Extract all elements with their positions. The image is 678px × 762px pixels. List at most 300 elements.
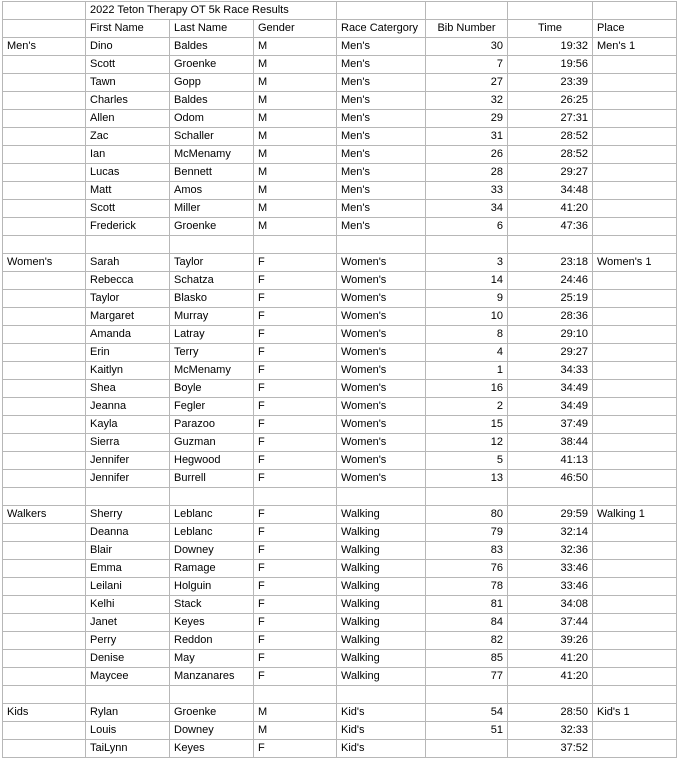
last-name-cell[interactable]: Blasko bbox=[170, 290, 254, 308]
time-cell[interactable]: 37:44 bbox=[508, 614, 593, 632]
last-name-cell[interactable]: Groenke bbox=[170, 56, 254, 74]
group-cell[interactable]: Men's bbox=[3, 38, 86, 56]
race-category-cell[interactable]: Women's bbox=[337, 452, 426, 470]
last-name-cell[interactable]: Amos bbox=[170, 182, 254, 200]
bib-number-cell[interactable]: 5 bbox=[426, 452, 508, 470]
time-cell[interactable]: 34:48 bbox=[508, 182, 593, 200]
last-name-cell[interactable]: Burrell bbox=[170, 470, 254, 488]
first-name-cell[interactable]: Perry bbox=[86, 632, 170, 650]
first-name-cell[interactable]: Ian bbox=[86, 146, 170, 164]
gender-cell[interactable]: F bbox=[254, 524, 337, 542]
time-cell[interactable]: 41:13 bbox=[508, 452, 593, 470]
header-place[interactable]: Place bbox=[593, 20, 677, 38]
gender-cell[interactable]: F bbox=[254, 542, 337, 560]
place-cell[interactable] bbox=[593, 344, 677, 362]
first-name-cell[interactable]: Jennifer bbox=[86, 452, 170, 470]
sheet-title[interactable]: 2022 Teton Therapy OT 5k Race Results bbox=[86, 2, 337, 20]
bib-number-cell[interactable]: 10 bbox=[426, 308, 508, 326]
first-name-cell[interactable]: Jeanna bbox=[86, 398, 170, 416]
gender-cell[interactable]: F bbox=[254, 596, 337, 614]
last-name-cell[interactable]: Murray bbox=[170, 308, 254, 326]
gender-cell[interactable]: F bbox=[254, 380, 337, 398]
last-name-cell[interactable]: Hegwood bbox=[170, 452, 254, 470]
place-cell[interactable] bbox=[593, 560, 677, 578]
header-first-name[interactable]: First Name bbox=[86, 20, 170, 38]
bib-number-cell[interactable]: 8 bbox=[426, 326, 508, 344]
bib-number-cell[interactable]: 16 bbox=[426, 380, 508, 398]
race-category-cell[interactable]: Women's bbox=[337, 380, 426, 398]
last-name-cell[interactable]: Boyle bbox=[170, 380, 254, 398]
group-cell[interactable] bbox=[3, 92, 86, 110]
last-name-cell[interactable] bbox=[170, 236, 254, 254]
gender-cell[interactable]: F bbox=[254, 398, 337, 416]
header-cell[interactable] bbox=[3, 20, 86, 38]
group-cell[interactable] bbox=[3, 452, 86, 470]
last-name-cell[interactable]: May bbox=[170, 650, 254, 668]
gender-cell[interactable] bbox=[254, 236, 337, 254]
bib-number-cell[interactable]: 77 bbox=[426, 668, 508, 686]
race-category-cell[interactable]: Men's bbox=[337, 182, 426, 200]
race-category-cell[interactable]: Women's bbox=[337, 326, 426, 344]
race-category-cell[interactable] bbox=[337, 236, 426, 254]
race-category-cell[interactable]: Men's bbox=[337, 164, 426, 182]
last-name-cell[interactable]: Miller bbox=[170, 200, 254, 218]
first-name-cell[interactable]: Leilani bbox=[86, 578, 170, 596]
gender-cell[interactable]: M bbox=[254, 92, 337, 110]
gender-cell[interactable]: F bbox=[254, 740, 337, 758]
bib-number-cell[interactable]: 4 bbox=[426, 344, 508, 362]
gender-cell[interactable]: M bbox=[254, 218, 337, 236]
place-cell[interactable] bbox=[593, 110, 677, 128]
bib-number-cell[interactable]: 84 bbox=[426, 614, 508, 632]
time-cell[interactable]: 39:26 bbox=[508, 632, 593, 650]
race-category-cell[interactable]: Walking bbox=[337, 614, 426, 632]
gender-cell[interactable]: F bbox=[254, 344, 337, 362]
group-cell[interactable] bbox=[3, 632, 86, 650]
time-cell[interactable]: 28:52 bbox=[508, 146, 593, 164]
time-cell[interactable]: 23:18 bbox=[508, 254, 593, 272]
place-cell[interactable] bbox=[593, 452, 677, 470]
gender-cell[interactable]: F bbox=[254, 578, 337, 596]
cell[interactable] bbox=[426, 2, 508, 20]
last-name-cell[interactable]: Stack bbox=[170, 596, 254, 614]
first-name-cell[interactable]: Erin bbox=[86, 344, 170, 362]
time-cell[interactable]: 37:49 bbox=[508, 416, 593, 434]
group-cell[interactable] bbox=[3, 344, 86, 362]
group-cell[interactable] bbox=[3, 740, 86, 758]
race-category-cell[interactable]: Walking bbox=[337, 596, 426, 614]
place-cell[interactable] bbox=[593, 596, 677, 614]
last-name-cell[interactable]: Reddon bbox=[170, 632, 254, 650]
gender-cell[interactable] bbox=[254, 686, 337, 704]
race-category-cell[interactable]: Women's bbox=[337, 254, 426, 272]
last-name-cell[interactable]: Latray bbox=[170, 326, 254, 344]
race-category-cell[interactable]: Men's bbox=[337, 200, 426, 218]
group-cell[interactable] bbox=[3, 560, 86, 578]
first-name-cell[interactable]: Rebecca bbox=[86, 272, 170, 290]
time-cell[interactable] bbox=[508, 686, 593, 704]
time-cell[interactable]: 23:39 bbox=[508, 74, 593, 92]
last-name-cell[interactable]: Downey bbox=[170, 542, 254, 560]
last-name-cell[interactable]: Schaller bbox=[170, 128, 254, 146]
time-cell[interactable]: 32:36 bbox=[508, 542, 593, 560]
place-cell[interactable] bbox=[593, 92, 677, 110]
race-category-cell[interactable]: Men's bbox=[337, 128, 426, 146]
time-cell[interactable]: 47:36 bbox=[508, 218, 593, 236]
group-cell[interactable] bbox=[3, 416, 86, 434]
gender-cell[interactable]: F bbox=[254, 254, 337, 272]
first-name-cell[interactable]: Lucas bbox=[86, 164, 170, 182]
cell[interactable] bbox=[593, 2, 677, 20]
first-name-cell[interactable]: Zac bbox=[86, 128, 170, 146]
gender-cell[interactable]: M bbox=[254, 56, 337, 74]
first-name-cell[interactable]: Tawn bbox=[86, 74, 170, 92]
race-category-cell[interactable] bbox=[337, 686, 426, 704]
group-cell[interactable] bbox=[3, 164, 86, 182]
last-name-cell[interactable]: Leblanc bbox=[170, 524, 254, 542]
place-cell[interactable] bbox=[593, 542, 677, 560]
last-name-cell[interactable]: Fegler bbox=[170, 398, 254, 416]
gender-cell[interactable]: F bbox=[254, 272, 337, 290]
bib-number-cell[interactable]: 2 bbox=[426, 398, 508, 416]
time-cell[interactable]: 29:59 bbox=[508, 506, 593, 524]
bib-number-cell[interactable]: 13 bbox=[426, 470, 508, 488]
time-cell[interactable]: 46:50 bbox=[508, 470, 593, 488]
race-category-cell[interactable]: Men's bbox=[337, 74, 426, 92]
bib-number-cell[interactable]: 83 bbox=[426, 542, 508, 560]
place-cell[interactable] bbox=[593, 200, 677, 218]
group-cell[interactable] bbox=[3, 326, 86, 344]
place-cell[interactable] bbox=[593, 740, 677, 758]
group-cell[interactable] bbox=[3, 308, 86, 326]
group-cell[interactable] bbox=[3, 272, 86, 290]
group-cell[interactable] bbox=[3, 182, 86, 200]
race-category-cell[interactable]: Walking bbox=[337, 524, 426, 542]
group-cell[interactable] bbox=[3, 146, 86, 164]
bib-number-cell[interactable]: 80 bbox=[426, 506, 508, 524]
bib-number-cell[interactable]: 6 bbox=[426, 218, 508, 236]
bib-number-cell[interactable]: 32 bbox=[426, 92, 508, 110]
race-category-cell[interactable] bbox=[337, 488, 426, 506]
group-cell[interactable] bbox=[3, 614, 86, 632]
first-name-cell[interactable]: Amanda bbox=[86, 326, 170, 344]
group-cell[interactable] bbox=[3, 488, 86, 506]
last-name-cell[interactable] bbox=[170, 488, 254, 506]
first-name-cell[interactable]: Margaret bbox=[86, 308, 170, 326]
gender-cell[interactable]: M bbox=[254, 110, 337, 128]
bib-number-cell[interactable]: 81 bbox=[426, 596, 508, 614]
first-name-cell[interactable]: Frederick bbox=[86, 218, 170, 236]
place-cell[interactable] bbox=[593, 650, 677, 668]
bib-number-cell[interactable] bbox=[426, 740, 508, 758]
gender-cell[interactable]: M bbox=[254, 704, 337, 722]
bib-number-cell[interactable] bbox=[426, 686, 508, 704]
last-name-cell[interactable]: Groenke bbox=[170, 218, 254, 236]
race-category-cell[interactable]: Women's bbox=[337, 308, 426, 326]
header-time[interactable]: Time bbox=[508, 20, 593, 38]
last-name-cell[interactable]: Guzman bbox=[170, 434, 254, 452]
last-name-cell[interactable]: Taylor bbox=[170, 254, 254, 272]
bib-number-cell[interactable]: 76 bbox=[426, 560, 508, 578]
race-category-cell[interactable]: Walking bbox=[337, 668, 426, 686]
place-cell[interactable] bbox=[593, 218, 677, 236]
gender-cell[interactable]: F bbox=[254, 290, 337, 308]
time-cell[interactable] bbox=[508, 236, 593, 254]
header-bib-number[interactable]: Bib Number bbox=[426, 20, 508, 38]
time-cell[interactable]: 19:32 bbox=[508, 38, 593, 56]
bib-number-cell[interactable]: 29 bbox=[426, 110, 508, 128]
last-name-cell[interactable]: Odom bbox=[170, 110, 254, 128]
place-cell[interactable]: Kid's 1 bbox=[593, 704, 677, 722]
race-category-cell[interactable]: Men's bbox=[337, 218, 426, 236]
bib-number-cell[interactable]: 3 bbox=[426, 254, 508, 272]
first-name-cell[interactable]: Shea bbox=[86, 380, 170, 398]
time-cell[interactable]: 41:20 bbox=[508, 200, 593, 218]
last-name-cell[interactable]: Keyes bbox=[170, 740, 254, 758]
race-category-cell[interactable]: Men's bbox=[337, 146, 426, 164]
place-cell[interactable] bbox=[593, 182, 677, 200]
place-cell[interactable] bbox=[593, 614, 677, 632]
place-cell[interactable] bbox=[593, 146, 677, 164]
cell[interactable] bbox=[508, 2, 593, 20]
group-cell[interactable]: Women's bbox=[3, 254, 86, 272]
time-cell[interactable]: 41:20 bbox=[508, 650, 593, 668]
group-cell[interactable] bbox=[3, 74, 86, 92]
first-name-cell[interactable]: Sierra bbox=[86, 434, 170, 452]
place-cell[interactable] bbox=[593, 236, 677, 254]
place-cell[interactable] bbox=[593, 362, 677, 380]
place-cell[interactable] bbox=[593, 290, 677, 308]
place-cell[interactable] bbox=[593, 416, 677, 434]
time-cell[interactable]: 26:25 bbox=[508, 92, 593, 110]
gender-cell[interactable]: F bbox=[254, 470, 337, 488]
first-name-cell[interactable]: Sherry bbox=[86, 506, 170, 524]
race-category-cell[interactable]: Kid's bbox=[337, 704, 426, 722]
bib-number-cell[interactable]: 82 bbox=[426, 632, 508, 650]
first-name-cell[interactable]: Matt bbox=[86, 182, 170, 200]
place-cell[interactable] bbox=[593, 722, 677, 740]
group-cell[interactable] bbox=[3, 722, 86, 740]
group-cell[interactable]: Kids bbox=[3, 704, 86, 722]
last-name-cell[interactable]: Ramage bbox=[170, 560, 254, 578]
group-cell[interactable] bbox=[3, 290, 86, 308]
time-cell[interactable]: 41:20 bbox=[508, 668, 593, 686]
first-name-cell[interactable]: Allen bbox=[86, 110, 170, 128]
race-category-cell[interactable]: Walking bbox=[337, 560, 426, 578]
time-cell[interactable]: 19:56 bbox=[508, 56, 593, 74]
first-name-cell[interactable]: Jennifer bbox=[86, 470, 170, 488]
bib-number-cell[interactable]: 51 bbox=[426, 722, 508, 740]
first-name-cell[interactable]: Blair bbox=[86, 542, 170, 560]
bib-number-cell[interactable]: 34 bbox=[426, 200, 508, 218]
time-cell[interactable]: 38:44 bbox=[508, 434, 593, 452]
last-name-cell[interactable]: Gopp bbox=[170, 74, 254, 92]
group-cell[interactable] bbox=[3, 236, 86, 254]
time-cell[interactable]: 29:27 bbox=[508, 164, 593, 182]
first-name-cell[interactable]: TaiLynn bbox=[86, 740, 170, 758]
place-cell[interactable] bbox=[593, 524, 677, 542]
first-name-cell[interactable]: Kayla bbox=[86, 416, 170, 434]
race-category-cell[interactable]: Women's bbox=[337, 416, 426, 434]
gender-cell[interactable]: M bbox=[254, 146, 337, 164]
race-category-cell[interactable]: Women's bbox=[337, 272, 426, 290]
place-cell[interactable] bbox=[593, 128, 677, 146]
race-category-cell[interactable]: Women's bbox=[337, 362, 426, 380]
gender-cell[interactable]: M bbox=[254, 200, 337, 218]
gender-cell[interactable]: F bbox=[254, 326, 337, 344]
gender-cell[interactable]: M bbox=[254, 182, 337, 200]
gender-cell[interactable]: F bbox=[254, 434, 337, 452]
last-name-cell[interactable]: McMenamy bbox=[170, 146, 254, 164]
bib-number-cell[interactable]: 31 bbox=[426, 128, 508, 146]
place-cell[interactable] bbox=[593, 686, 677, 704]
time-cell[interactable]: 28:36 bbox=[508, 308, 593, 326]
group-cell[interactable] bbox=[3, 380, 86, 398]
place-cell[interactable] bbox=[593, 434, 677, 452]
last-name-cell[interactable]: Baldes bbox=[170, 38, 254, 56]
gender-cell[interactable]: F bbox=[254, 362, 337, 380]
bib-number-cell[interactable]: 30 bbox=[426, 38, 508, 56]
time-cell[interactable]: 24:46 bbox=[508, 272, 593, 290]
gender-cell[interactable]: F bbox=[254, 452, 337, 470]
first-name-cell[interactable]: Taylor bbox=[86, 290, 170, 308]
time-cell[interactable]: 25:19 bbox=[508, 290, 593, 308]
gender-cell[interactable]: F bbox=[254, 614, 337, 632]
group-cell[interactable] bbox=[3, 56, 86, 74]
time-cell[interactable]: 32:14 bbox=[508, 524, 593, 542]
race-category-cell[interactable]: Walking bbox=[337, 506, 426, 524]
gender-cell[interactable]: M bbox=[254, 38, 337, 56]
race-category-cell[interactable]: Women's bbox=[337, 398, 426, 416]
last-name-cell[interactable] bbox=[170, 686, 254, 704]
first-name-cell[interactable]: Louis bbox=[86, 722, 170, 740]
group-cell[interactable] bbox=[3, 398, 86, 416]
place-cell[interactable] bbox=[593, 380, 677, 398]
header-race-category[interactable]: Race Catergory bbox=[337, 20, 426, 38]
gender-cell[interactable]: F bbox=[254, 506, 337, 524]
bib-number-cell[interactable]: 79 bbox=[426, 524, 508, 542]
race-category-cell[interactable]: Women's bbox=[337, 470, 426, 488]
place-cell[interactable]: Women's 1 bbox=[593, 254, 677, 272]
time-cell[interactable]: 33:46 bbox=[508, 560, 593, 578]
group-cell[interactable] bbox=[3, 668, 86, 686]
header-last-name[interactable]: Last Name bbox=[170, 20, 254, 38]
group-cell[interactable] bbox=[3, 434, 86, 452]
place-cell[interactable] bbox=[593, 632, 677, 650]
gender-cell[interactable]: F bbox=[254, 668, 337, 686]
race-category-cell[interactable]: Women's bbox=[337, 434, 426, 452]
group-cell[interactable] bbox=[3, 524, 86, 542]
first-name-cell[interactable] bbox=[86, 236, 170, 254]
bib-number-cell[interactable]: 28 bbox=[426, 164, 508, 182]
place-cell[interactable]: Walking 1 bbox=[593, 506, 677, 524]
bib-number-cell[interactable]: 33 bbox=[426, 182, 508, 200]
last-name-cell[interactable]: Leblanc bbox=[170, 506, 254, 524]
place-cell[interactable] bbox=[593, 272, 677, 290]
group-cell[interactable] bbox=[3, 650, 86, 668]
place-cell[interactable] bbox=[593, 326, 677, 344]
time-cell[interactable]: 37:52 bbox=[508, 740, 593, 758]
time-cell[interactable]: 29:10 bbox=[508, 326, 593, 344]
group-cell[interactable] bbox=[3, 128, 86, 146]
place-cell[interactable]: Men's 1 bbox=[593, 38, 677, 56]
last-name-cell[interactable]: Parazoo bbox=[170, 416, 254, 434]
first-name-cell[interactable]: Rylan bbox=[86, 704, 170, 722]
race-category-cell[interactable]: Kid's bbox=[337, 722, 426, 740]
place-cell[interactable] bbox=[593, 398, 677, 416]
race-category-cell[interactable]: Women's bbox=[337, 344, 426, 362]
bib-number-cell[interactable]: 12 bbox=[426, 434, 508, 452]
group-cell[interactable] bbox=[3, 542, 86, 560]
first-name-cell[interactable]: Deanna bbox=[86, 524, 170, 542]
first-name-cell[interactable]: Janet bbox=[86, 614, 170, 632]
race-category-cell[interactable]: Men's bbox=[337, 110, 426, 128]
time-cell[interactable]: 33:46 bbox=[508, 578, 593, 596]
cell[interactable] bbox=[3, 2, 86, 20]
group-cell[interactable]: Walkers bbox=[3, 506, 86, 524]
bib-number-cell[interactable]: 1 bbox=[426, 362, 508, 380]
gender-cell[interactable]: M bbox=[254, 74, 337, 92]
last-name-cell[interactable]: Baldes bbox=[170, 92, 254, 110]
place-cell[interactable] bbox=[593, 56, 677, 74]
time-cell[interactable]: 28:50 bbox=[508, 704, 593, 722]
place-cell[interactable] bbox=[593, 578, 677, 596]
place-cell[interactable] bbox=[593, 668, 677, 686]
bib-number-cell[interactable]: 54 bbox=[426, 704, 508, 722]
place-cell[interactable] bbox=[593, 470, 677, 488]
first-name-cell[interactable]: Sarah bbox=[86, 254, 170, 272]
gender-cell[interactable]: F bbox=[254, 308, 337, 326]
first-name-cell[interactable]: Dino bbox=[86, 38, 170, 56]
first-name-cell[interactable]: Denise bbox=[86, 650, 170, 668]
group-cell[interactable] bbox=[3, 218, 86, 236]
race-category-cell[interactable]: Men's bbox=[337, 56, 426, 74]
gender-cell[interactable]: M bbox=[254, 722, 337, 740]
header-gender[interactable]: Gender bbox=[254, 20, 337, 38]
time-cell[interactable]: 27:31 bbox=[508, 110, 593, 128]
first-name-cell[interactable]: Kelhi bbox=[86, 596, 170, 614]
last-name-cell[interactable]: Holguin bbox=[170, 578, 254, 596]
last-name-cell[interactable]: Terry bbox=[170, 344, 254, 362]
race-category-cell[interactable]: Men's bbox=[337, 38, 426, 56]
group-cell[interactable] bbox=[3, 578, 86, 596]
bib-number-cell[interactable]: 26 bbox=[426, 146, 508, 164]
bib-number-cell[interactable]: 15 bbox=[426, 416, 508, 434]
race-category-cell[interactable]: Women's bbox=[337, 290, 426, 308]
race-category-cell[interactable]: Walking bbox=[337, 578, 426, 596]
race-category-cell[interactable]: Walking bbox=[337, 632, 426, 650]
time-cell[interactable]: 34:33 bbox=[508, 362, 593, 380]
gender-cell[interactable]: F bbox=[254, 416, 337, 434]
last-name-cell[interactable]: Keyes bbox=[170, 614, 254, 632]
race-category-cell[interactable]: Men's bbox=[337, 92, 426, 110]
first-name-cell[interactable]: Scott bbox=[86, 56, 170, 74]
bib-number-cell[interactable]: 14 bbox=[426, 272, 508, 290]
bib-number-cell[interactable]: 85 bbox=[426, 650, 508, 668]
bib-number-cell[interactable]: 27 bbox=[426, 74, 508, 92]
time-cell[interactable]: 34:49 bbox=[508, 398, 593, 416]
first-name-cell[interactable]: Maycee bbox=[86, 668, 170, 686]
bib-number-cell[interactable]: 9 bbox=[426, 290, 508, 308]
last-name-cell[interactable]: McMenamy bbox=[170, 362, 254, 380]
race-category-cell[interactable]: Kid's bbox=[337, 740, 426, 758]
time-cell[interactable]: 28:52 bbox=[508, 128, 593, 146]
group-cell[interactable] bbox=[3, 686, 86, 704]
time-cell[interactable] bbox=[508, 488, 593, 506]
bib-number-cell[interactable]: 7 bbox=[426, 56, 508, 74]
first-name-cell[interactable]: Charles bbox=[86, 92, 170, 110]
gender-cell[interactable] bbox=[254, 488, 337, 506]
